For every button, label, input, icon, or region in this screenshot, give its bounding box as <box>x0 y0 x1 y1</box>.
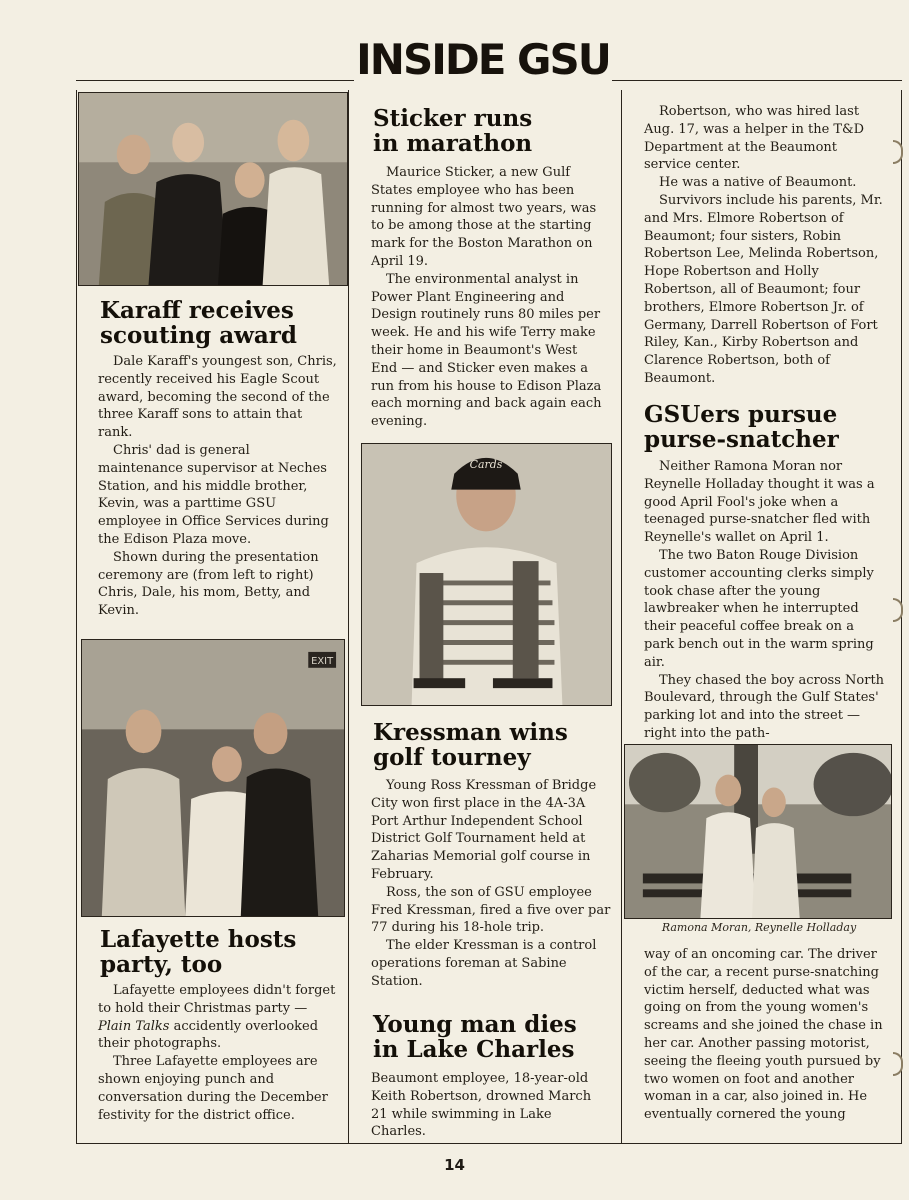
purse-body-continued <box>644 946 888 1124</box>
column-1 <box>76 90 349 1144</box>
young-man-paragraph-3: He was a native of Beaumont. <box>659 175 857 191</box>
kressman-headline-line1: Kressman wins <box>373 719 568 746</box>
young-man-paragraph-4: Survivors include his parents, Mr. and Mrs. Elmore Robertson of Beaumont; four sisters, Robin Robertson Lee, Melinda Robertson, Hope Robertson and Holly Robertson, all of Beaumont; four brothers, Elmore Robertson Jr. of Germany, Darrell Robertson of Fort Riley, Kan., Kirby Robertson and Clarence Robertson, both of Beaumont. <box>644 192 883 386</box>
young-man-continued <box>644 103 884 388</box>
lafayette-p1-b: accidently overlooked their photographs. <box>98 1018 319 1052</box>
karaff-paragraph-1: Dale Karaff's youngest son, Chris, recently received his Eagle Scout award, becoming the second of the three Karaff sons to attain that rank. <box>98 354 337 441</box>
karaff-headline-line2: scouting award <box>100 322 297 349</box>
kressman-headline-line2: golf tourney <box>373 744 531 771</box>
purse-photo-figures <box>625 745 891 918</box>
karaff-headline-line1: Karaff receives <box>100 297 294 324</box>
purse-body <box>644 458 886 743</box>
purse-paragraph-4: way of an oncoming car. The driver of the car, a recent purse-snatching victim herself, deducted what was going on from the young women's screams and she joined the chase in her car. Another passing motorist, seeing the fleeing youth pursued by two women on foot and another woman in a car, also joined in. He eventually cornered the young <box>644 947 883 1123</box>
lafayette-photo <box>81 639 345 917</box>
sticker-headline-line1: Sticker runs <box>373 105 533 132</box>
purse-headline-line2: purse-snatcher <box>644 426 839 453</box>
karaff-paragraph-2: Chris' dad is general maintenance supervisor at Neches Station, and his middle brother, Kevin, was a parttime GSU employee in Office Services during the Edison Plaza move. <box>98 442 329 547</box>
sticker-body <box>371 164 607 431</box>
karaff-body <box>98 353 338 620</box>
lafayette-paragraph-2: Three Lafayette employees are shown enjoying punch and conversation during the December festivity for the district office. <box>98 1054 328 1123</box>
purse-headline <box>644 402 884 452</box>
kressman-paragraph-2: Ross, the son of GSU employee Fred Kressman, fired a five over par 77 during his 18-hole trip. <box>371 884 611 936</box>
kressman-paragraph-1: Young Ross Kressman of Bridge City won first place in the 4A-3A Port Arthur Independent School District Golf Tournament held at Zaharias Memorial golf course in February. <box>371 778 597 882</box>
kressman-photo-figures <box>362 444 611 705</box>
kressman-photo <box>361 443 612 706</box>
purse-photo-caption: Ramona Moran, Reynelle Holladay <box>661 921 857 934</box>
sticker-headline-line2: in marathon <box>373 130 533 157</box>
masthead-rule-left <box>76 80 354 81</box>
lafayette-paragraph-1 <box>98 982 342 1053</box>
masthead-rule-right <box>612 80 902 81</box>
sticker-headline <box>373 106 603 156</box>
lafayette-headline-line1: Lafayette hosts <box>100 926 297 953</box>
plain-talks-title: Plain Talks <box>98 1018 170 1034</box>
young-man-paragraph-2: Robertson, who was hired last Aug. 17, was a helper in the T&D Department at the Beaumont service center. <box>644 104 865 173</box>
purse-paragraph-2: The two Baton Rouge Division customer accounting clerks simply took chase after the young lawbreaker when he interrupted their peaceful coffee break on a park bench out in the warm spring air. <box>644 547 874 670</box>
purse-headline-line1: GSUers pursue <box>644 401 838 428</box>
purse-photo <box>624 744 892 919</box>
column-2 <box>349 90 622 1144</box>
column-3 <box>622 90 902 1144</box>
page-title: INSIDE GSU <box>356 35 610 84</box>
page-number: 14 <box>444 1156 465 1174</box>
exit-sign-text: EXIT <box>311 655 334 667</box>
lafayette-headline-line2: party, too <box>100 951 223 978</box>
young-man-headline <box>373 1012 613 1062</box>
karaff-headline <box>100 298 330 348</box>
lafayette-photo-figures <box>82 640 344 916</box>
kressman-body <box>371 777 611 991</box>
sticker-paragraph-1: Maurice Sticker, a new Gulf States employee who has been running for almost two years, was to be among those at the starting mark for the Boston Marathon on April 19. <box>371 165 597 269</box>
karaff-photo-figures <box>79 93 347 285</box>
karaff-paragraph-3: Shown during the presentation ceremony are (from left to right) Chris, Dale, his mom, Betty, and Kevin. <box>98 549 319 619</box>
lafayette-headline <box>100 927 330 977</box>
masthead <box>0 36 909 86</box>
kressman-headline <box>373 720 603 770</box>
purse-paragraph-1: Neither Ramona Moran nor Reynelle Holladay thought it was a good April Fool's joke when a teenaged purse-snatcher fled with Reynelle's wallet on April 1. <box>644 459 875 546</box>
sticker-paragraph-2: The environmental analyst in Power Plant Engineering and Design routinely runs 80 miles per week. He and his wife Terry make their home in Beaumont's West End — and Sticker even makes a run from his house to Edison Plaza each morning and back again each evening. <box>371 271 602 430</box>
lafayette-p1-a: Lafayette employees didn't forget to hold their Christmas party — <box>98 983 336 1016</box>
kressman-paragraph-3: The elder Kressman is a control operations foreman at Sabine Station. <box>371 938 597 989</box>
karaff-photo <box>78 92 348 286</box>
purse-paragraph-3: They chased the boy across North Boulevard, through the Gulf States' parking lot and into the street — right into the path- <box>644 672 885 741</box>
young-man-headline-line2: in Lake Charles <box>373 1036 575 1063</box>
lafayette-body <box>98 982 342 1124</box>
young-man-body <box>371 1070 601 1141</box>
cap-logo-text: Cards <box>469 457 503 471</box>
young-man-headline-line1: Young man dies <box>373 1011 577 1038</box>
young-man-paragraph-1: Beaumont employee, 18-year-old Keith Robertson, drowned March 21 while swimming in Lake Charles. <box>371 1071 592 1140</box>
